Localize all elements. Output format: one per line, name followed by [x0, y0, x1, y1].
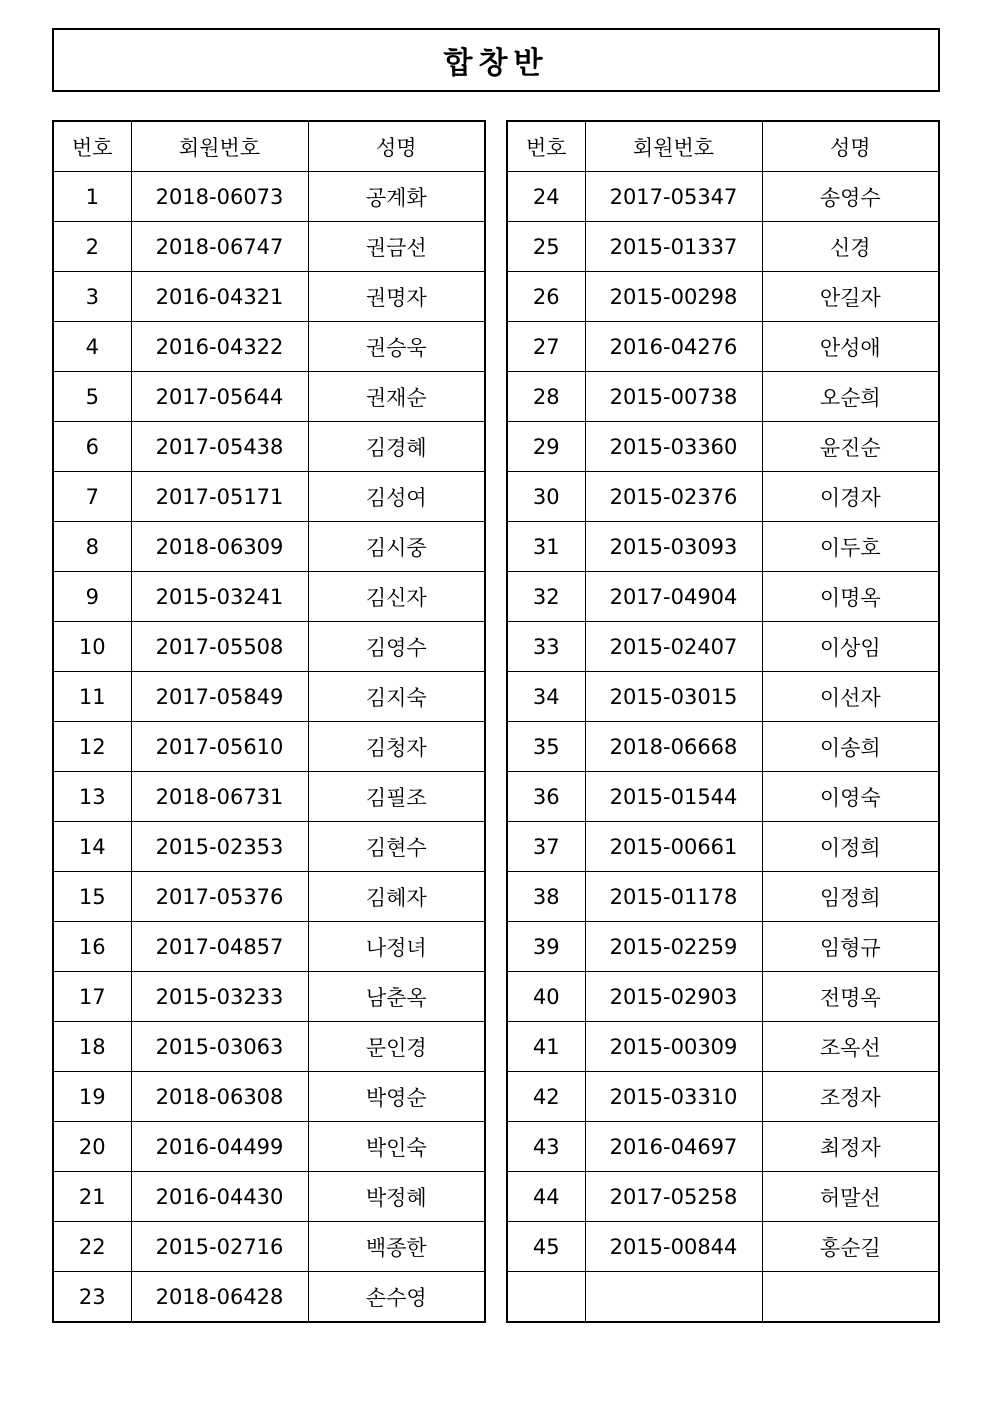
cell-no: 27: [507, 322, 585, 372]
cell-no: 41: [507, 1022, 585, 1072]
cell-no: 2: [53, 222, 131, 272]
cell-no: 3: [53, 272, 131, 322]
cell-no: 1: [53, 172, 131, 222]
cell-name: 김지숙: [308, 672, 485, 722]
header-no: 번호: [53, 121, 131, 172]
cell-member-id: 2017-05508: [131, 622, 308, 672]
table-row: [507, 272, 939, 322]
cell-name: 이정희: [762, 822, 939, 872]
cell-no: 34: [507, 672, 585, 722]
cell-no: 37: [507, 822, 585, 872]
cell-no: 16: [53, 922, 131, 972]
cell-name: 나정녀: [308, 922, 485, 972]
table-row: [507, 1172, 939, 1222]
table-row: [53, 222, 485, 272]
cell-member-id: 2015-02716: [131, 1222, 308, 1272]
cell-name: 박정혜: [308, 1172, 485, 1222]
cell-member-id: 2017-05376: [131, 872, 308, 922]
table-row: [53, 572, 485, 622]
roster-table-right: [506, 120, 940, 1323]
cell-member-id: 2015-03233: [131, 972, 308, 1022]
cell-name: 송영수: [762, 172, 939, 222]
title-box: [52, 28, 940, 92]
table-row: [53, 772, 485, 822]
table-row: [53, 722, 485, 772]
table-row: [507, 1222, 939, 1272]
cell-member-id: 2017-05849: [131, 672, 308, 722]
table-row: [507, 722, 939, 772]
table-row: [507, 522, 939, 572]
cell-no: 4: [53, 322, 131, 372]
cell-no: 26: [507, 272, 585, 322]
cell-name: 권금선: [308, 222, 485, 272]
cell-name: 김경혜: [308, 422, 485, 472]
roster-table-left: [52, 120, 486, 1323]
cell-name: 조정자: [762, 1072, 939, 1122]
cell-no: 5: [53, 372, 131, 422]
table-row: [507, 172, 939, 222]
cell-member-id: 2015-02407: [585, 622, 762, 672]
cell-name: 윤진순: [762, 422, 939, 472]
cell-no: 22: [53, 1222, 131, 1272]
cell-name: 오순희: [762, 372, 939, 422]
cell-member-id: 2015-00844: [585, 1222, 762, 1272]
cell-no: 44: [507, 1172, 585, 1222]
table-row: [53, 472, 485, 522]
table-row: [507, 372, 939, 422]
cell-member-id: 2015-00298: [585, 272, 762, 322]
cell-no: 21: [53, 1172, 131, 1222]
table-row: [53, 1172, 485, 1222]
cell-name: 허말선: [762, 1172, 939, 1222]
table-row: [507, 222, 939, 272]
cell-name: 문인경: [308, 1022, 485, 1072]
cell-name: 전명옥: [762, 972, 939, 1022]
table-row: [507, 472, 939, 522]
cell-name: 박영순: [308, 1072, 485, 1122]
cell-member-id: 2015-03310: [585, 1072, 762, 1122]
table-row: [507, 1022, 939, 1072]
header-member-id: 회원번호: [131, 121, 308, 172]
cell-name: 김성여: [308, 472, 485, 522]
cell-name: 김청자: [308, 722, 485, 772]
cell-member-id: 2017-04857: [131, 922, 308, 972]
cell-no: 43: [507, 1122, 585, 1172]
cell-no: 29: [507, 422, 585, 472]
cell-name: 홍순길: [762, 1222, 939, 1272]
cell-member-id: 2015-00661: [585, 822, 762, 872]
cell-no: 45: [507, 1222, 585, 1272]
table-row: [53, 822, 485, 872]
cell-name: 권명자: [308, 272, 485, 322]
table-row: [53, 1122, 485, 1172]
cell-name: 김영수: [308, 622, 485, 672]
table-row: [507, 872, 939, 922]
cell-name: 이영숙: [762, 772, 939, 822]
cell-no: 13: [53, 772, 131, 822]
table-row: [53, 522, 485, 572]
cell-member-id: [585, 1272, 762, 1323]
cell-member-id: 2017-05258: [585, 1172, 762, 1222]
cell-name: 이선자: [762, 672, 939, 722]
table-row: [53, 272, 485, 322]
table-row: [507, 622, 939, 672]
table-row: [507, 322, 939, 372]
cell-member-id: 2018-06308: [131, 1072, 308, 1122]
cell-member-id: 2016-04321: [131, 272, 308, 322]
page-title: 합창반: [443, 46, 549, 81]
table-row: [507, 422, 939, 472]
cell-name: 이송희: [762, 722, 939, 772]
cell-no: 35: [507, 722, 585, 772]
cell-no: 7: [53, 472, 131, 522]
cell-name: 백종한: [308, 1222, 485, 1272]
table-header-row: [53, 121, 485, 172]
table-row: [507, 822, 939, 872]
cell-name: 안성애: [762, 322, 939, 372]
cell-no: 31: [507, 522, 585, 572]
cell-no: 25: [507, 222, 585, 272]
cell-name: 이두호: [762, 522, 939, 572]
table-row: [53, 1072, 485, 1122]
cell-no: 33: [507, 622, 585, 672]
cell-name: 이상임: [762, 622, 939, 672]
cell-name: 박인숙: [308, 1122, 485, 1172]
cell-member-id: 2016-04276: [585, 322, 762, 372]
cell-no: 38: [507, 872, 585, 922]
cell-member-id: 2015-03241: [131, 572, 308, 622]
cell-member-id: 2015-01544: [585, 772, 762, 822]
cell-name: [762, 1272, 939, 1323]
cell-member-id: 2015-02353: [131, 822, 308, 872]
cell-no: 30: [507, 472, 585, 522]
cell-member-id: 2018-06428: [131, 1272, 308, 1323]
table-row: [53, 1272, 485, 1323]
cell-member-id: 2018-06747: [131, 222, 308, 272]
cell-no: 19: [53, 1072, 131, 1122]
table-row: [507, 772, 939, 822]
cell-name: 임정희: [762, 872, 939, 922]
cell-member-id: 2015-02376: [585, 472, 762, 522]
cell-name: 김혜자: [308, 872, 485, 922]
cell-no: 40: [507, 972, 585, 1022]
table-row: [53, 422, 485, 472]
cell-member-id: 2017-05644: [131, 372, 308, 422]
cell-name: 임형규: [762, 922, 939, 972]
table-row: [507, 672, 939, 722]
header-name: 성명: [762, 121, 939, 172]
cell-no: 32: [507, 572, 585, 622]
header-no: 번호: [507, 121, 585, 172]
header-name: 성명: [308, 121, 485, 172]
table-row: [507, 922, 939, 972]
cell-member-id: 2015-00309: [585, 1022, 762, 1072]
cell-name: 김현수: [308, 822, 485, 872]
table-row: [53, 1022, 485, 1072]
cell-member-id: 2015-03093: [585, 522, 762, 572]
cell-member-id: 2018-06073: [131, 172, 308, 222]
cell-no: 11: [53, 672, 131, 722]
cell-no: 28: [507, 372, 585, 422]
cell-member-id: 2015-02903: [585, 972, 762, 1022]
cell-no: 23: [53, 1272, 131, 1323]
table-row: [53, 1222, 485, 1272]
table-row: [53, 922, 485, 972]
cell-no: 8: [53, 522, 131, 572]
cell-member-id: 2016-04322: [131, 322, 308, 372]
cell-name: 조옥선: [762, 1022, 939, 1072]
cell-member-id: 2015-03360: [585, 422, 762, 472]
cell-member-id: 2015-01178: [585, 872, 762, 922]
table-row: [53, 672, 485, 722]
cell-no: 20: [53, 1122, 131, 1172]
cell-member-id: 2015-01337: [585, 222, 762, 272]
table-row: [53, 622, 485, 672]
table-header-row: [507, 121, 939, 172]
cell-member-id: 2017-05347: [585, 172, 762, 222]
cell-name: 신경: [762, 222, 939, 272]
cell-member-id: 2018-06309: [131, 522, 308, 572]
table-row: [507, 1272, 939, 1323]
table-row: [53, 972, 485, 1022]
cell-member-id: 2015-00738: [585, 372, 762, 422]
cell-name: 김신자: [308, 572, 485, 622]
cell-no: 39: [507, 922, 585, 972]
cell-member-id: 2016-04430: [131, 1172, 308, 1222]
cell-name: 공계화: [308, 172, 485, 222]
table-row: [507, 572, 939, 622]
cell-member-id: 2016-04499: [131, 1122, 308, 1172]
cell-member-id: 2017-04904: [585, 572, 762, 622]
cell-member-id: 2017-05610: [131, 722, 308, 772]
table-row: [507, 1072, 939, 1122]
cell-name: 최정자: [762, 1122, 939, 1172]
cell-no: 10: [53, 622, 131, 672]
cell-name: 손수영: [308, 1272, 485, 1323]
cell-no: 17: [53, 972, 131, 1022]
cell-name: 남춘옥: [308, 972, 485, 1022]
cell-member-id: 2015-03015: [585, 672, 762, 722]
table-row: [507, 1122, 939, 1172]
table-row: [53, 172, 485, 222]
cell-no: 6: [53, 422, 131, 472]
header-member-id: 회원번호: [585, 121, 762, 172]
cell-no: 14: [53, 822, 131, 872]
table-row: [53, 872, 485, 922]
table-row: [53, 322, 485, 372]
cell-name: 김필조: [308, 772, 485, 822]
cell-no: 12: [53, 722, 131, 772]
cell-name: 김시중: [308, 522, 485, 572]
cell-member-id: 2018-06668: [585, 722, 762, 772]
cell-member-id: 2017-05438: [131, 422, 308, 472]
cell-no: 15: [53, 872, 131, 922]
cell-no: [507, 1272, 585, 1323]
cell-no: 9: [53, 572, 131, 622]
cell-name: 안길자: [762, 272, 939, 322]
cell-member-id: 2017-05171: [131, 472, 308, 522]
cell-no: 18: [53, 1022, 131, 1072]
cell-no: 36: [507, 772, 585, 822]
cell-name: 권승욱: [308, 322, 485, 372]
cell-no: 24: [507, 172, 585, 222]
cell-no: 42: [507, 1072, 585, 1122]
table-row: [53, 372, 485, 422]
table-row: [507, 972, 939, 1022]
cell-member-id: 2018-06731: [131, 772, 308, 822]
cell-name: 권재순: [308, 372, 485, 422]
cell-member-id: 2015-03063: [131, 1022, 308, 1072]
cell-name: 이명옥: [762, 572, 939, 622]
cell-name: 이경자: [762, 472, 939, 522]
cell-member-id: 2015-02259: [585, 922, 762, 972]
cell-member-id: 2016-04697: [585, 1122, 762, 1172]
